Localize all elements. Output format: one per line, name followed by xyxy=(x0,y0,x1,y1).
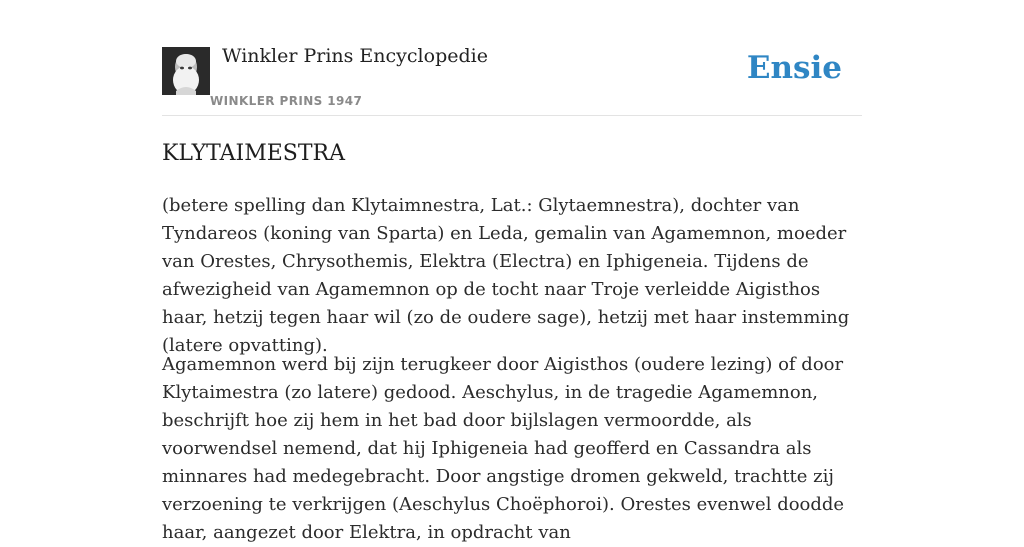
source-header xyxy=(162,0,862,116)
portrait-avatar-icon[interactable] xyxy=(162,47,210,95)
article-paragraph: Agamemnon werd bij zijn terugkeer door Aigisthos (oudere lezing) of door Klytaimestra (zo latere) gedood. Aeschylus, in de tragedie Agamemnon, beschrijft hoe zij hem in het bad door bijlslagen vermoordde, als voorwendsel nemend, dat hij Iphigeneia had geofferd en Cassandra als minnares had medegebracht. Door angstige dromen gekweld, trachtte zij verzoening te verkrijgen (Aeschylus Choëphoroi). Orestes evenwel doodde haar, aangezet door Elektra, in opdracht van xyxy=(162,354,845,543)
article-title: KLYTAIMESTRA xyxy=(162,141,345,166)
article-container xyxy=(162,0,862,543)
source-subtitle: WINKLER PRINS 1947 xyxy=(210,94,363,108)
source-title[interactable]: Winkler Prins Encyclopedie xyxy=(222,45,488,67)
ensie-logo[interactable]: Ensie xyxy=(746,50,842,86)
article-paragraph: (betere spelling dan Klytaimnestra, Lat.: Glytaemnestra), dochter van Tyndareos (koning van Sparta) en Leda, gemalin van Agamemnon, moeder van Orestes, Chrysothemis, Elektra (Electra) en Iphigeneia. Tijdens de afwezigheid van Agamemnon op de tocht naar Troje verleidde Aigisthos haar, hetzij tegen haar wil (zo de oudere sage), hetzij met haar instemming (latere opvatting). xyxy=(162,195,850,356)
